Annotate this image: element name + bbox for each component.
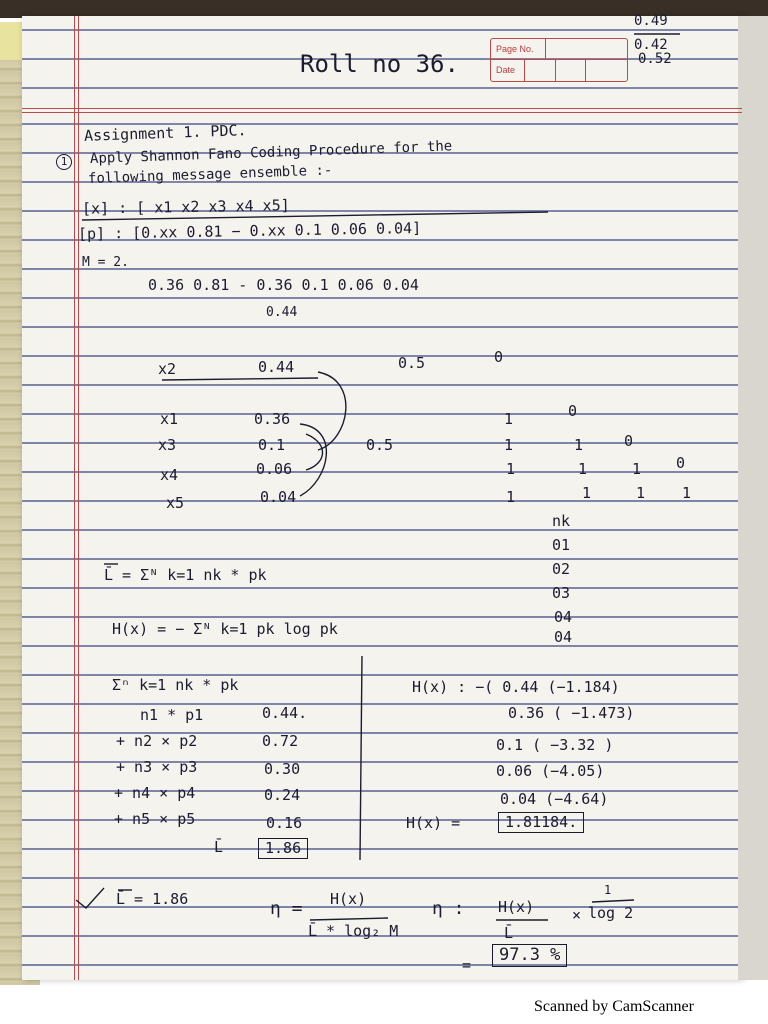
partition-bottom: 0.5 <box>366 436 394 454</box>
bit-x4-4: 0 <box>676 454 686 472</box>
sum-term-2: + n2 × p2 <box>116 732 198 750</box>
symbol-x1: x1 <box>160 410 179 428</box>
bit-x3-3: 0 <box>624 432 634 450</box>
entropy-line-2: 0.36 ( −1.473) <box>508 704 635 722</box>
nk-header: nk <box>552 512 571 530</box>
sum-term-1: n1 * p1 <box>140 706 204 724</box>
bit-x1-1: 1 <box>504 410 514 428</box>
eta2-factor-numerator: 1 <box>604 883 612 897</box>
sum-term-3: + n3 × p3 <box>116 758 198 776</box>
symbol-x4: x4 <box>160 466 179 484</box>
nk-3: 03 <box>552 584 571 602</box>
entropy-line-3: 0.1 ( −3.32 ) <box>496 736 614 754</box>
page-no-label: Page No. <box>496 44 534 54</box>
eta2-multiply: × <box>572 906 582 924</box>
eta2-factor-denominator: log 2 <box>588 904 634 922</box>
sum-header: Σⁿ k=1 nk * pk <box>112 676 239 694</box>
factor-fraction-bar <box>592 900 634 902</box>
x2-underline <box>162 378 318 380</box>
roll-number: Roll no 36. <box>300 50 459 78</box>
nk-4: 04 <box>554 608 573 626</box>
sum-value-3: 0.30 <box>264 760 301 778</box>
bit-x4-2: 1 <box>578 460 588 478</box>
sum-term-5: + n5 × p5 <box>114 810 196 828</box>
l-value: L̄ = 1.86 <box>116 890 189 908</box>
sum-value-1: 0.44. <box>262 704 308 722</box>
partition-bracket-inner <box>306 434 323 470</box>
symbol-x2: x2 <box>158 360 177 378</box>
corner-calc-b: 0.42 <box>634 37 668 53</box>
m-value: M = 2. <box>82 255 129 270</box>
avg-length-formula: L̄ = Σᴺ k=1 nk * pk <box>104 566 267 584</box>
sum-result-label: L̄ <box>214 838 224 856</box>
sum-value-4: 0.24 <box>264 786 301 804</box>
corner-calc-c: 0.52 <box>638 51 672 67</box>
date-label: Date <box>496 65 516 75</box>
prob-x1: 0.36 <box>254 410 291 428</box>
entropy-formula: H(x) = − Σᴺ k=1 pk log pk <box>112 620 338 638</box>
prob-x2: 0.44 <box>258 358 295 376</box>
symbol-x3: x3 <box>158 436 177 454</box>
bit-x1-2: 0 <box>568 402 578 420</box>
bit-x5-3: 1 <box>636 484 646 502</box>
prob-x5: 0.04 <box>260 488 297 506</box>
sum-value-5: 0.16 <box>266 814 303 832</box>
symbol-x5: x5 <box>166 494 185 512</box>
check-mark <box>76 888 104 908</box>
question-line-2: following message ensemble :- <box>87 162 333 187</box>
probability-result: 0.44 <box>266 305 298 320</box>
entropy-result-label: H(x) = <box>406 814 461 832</box>
column-divider <box>360 656 362 860</box>
bit-x3-2: 1 <box>574 436 584 454</box>
eta-numerator: H(x) <box>330 890 367 908</box>
entropy-line-1: H(x) : −( 0.44 (−1.184) <box>412 678 620 696</box>
eta2-denominator: L̄ <box>504 924 514 942</box>
final-efficiency: 97.3 % <box>492 944 567 967</box>
eta2-lhs: η : <box>432 898 465 919</box>
sum-value-2: 0.72 <box>262 732 299 750</box>
entropy-line-5: 0.04 (−4.64) <box>500 790 609 808</box>
partition-bracket-bottom <box>300 424 326 496</box>
entropy-line-4: 0.06 (−4.05) <box>496 762 605 780</box>
sum-result: 1.86 <box>258 838 308 859</box>
eta-denominator: L̄ * log₂ M <box>308 922 399 940</box>
sum-term-4: + n4 × p4 <box>114 784 196 802</box>
corner-calc-a: 0.49 <box>634 13 668 29</box>
prob-x4: 0.06 <box>256 460 293 478</box>
assignment-title: Assignment 1. PDC. <box>83 121 247 145</box>
bit-x5-4: 1 <box>682 484 692 502</box>
bit-x5-1: 1 <box>506 488 516 506</box>
scanner-watermark: Scanned by CamScanner <box>534 998 694 1015</box>
eta-lhs: η = <box>270 898 303 919</box>
partition-bracket-top <box>318 372 346 450</box>
bit-x4-3: 1 <box>632 460 642 478</box>
x-row-underline <box>82 212 548 220</box>
question-line-1: Apply Shannon Fano Coding Procedure for the <box>89 138 453 167</box>
prob-x3: 0.1 <box>258 436 286 454</box>
p-vector: [p] : [0.xx 0.81 − 0.xx 0.1 0.06 0.04] <box>77 219 422 243</box>
eta2-numerator: H(x) <box>498 898 535 916</box>
bit-x2-1: 0 <box>494 348 504 366</box>
nk-1: 01 <box>552 536 571 554</box>
bit-x3-1: 1 <box>504 436 514 454</box>
bit-x4-1: 1 <box>506 460 516 478</box>
question-number: 1 <box>56 154 72 170</box>
bit-x5-2: 1 <box>582 484 592 502</box>
final-equals: = <box>462 956 472 974</box>
x-vector: [x] : [ x1 x2 x3 x4 x5] <box>81 196 290 218</box>
probability-line: 0.36 0.81 - 0.36 0.1 0.06 0.04 <box>148 276 419 294</box>
eta-fraction-bar <box>310 918 388 920</box>
entropy-result: 1.81184. <box>498 812 584 833</box>
nk-2: 02 <box>552 560 571 578</box>
partition-top: 0.5 <box>398 354 426 372</box>
nk-5: 04 <box>554 628 573 646</box>
